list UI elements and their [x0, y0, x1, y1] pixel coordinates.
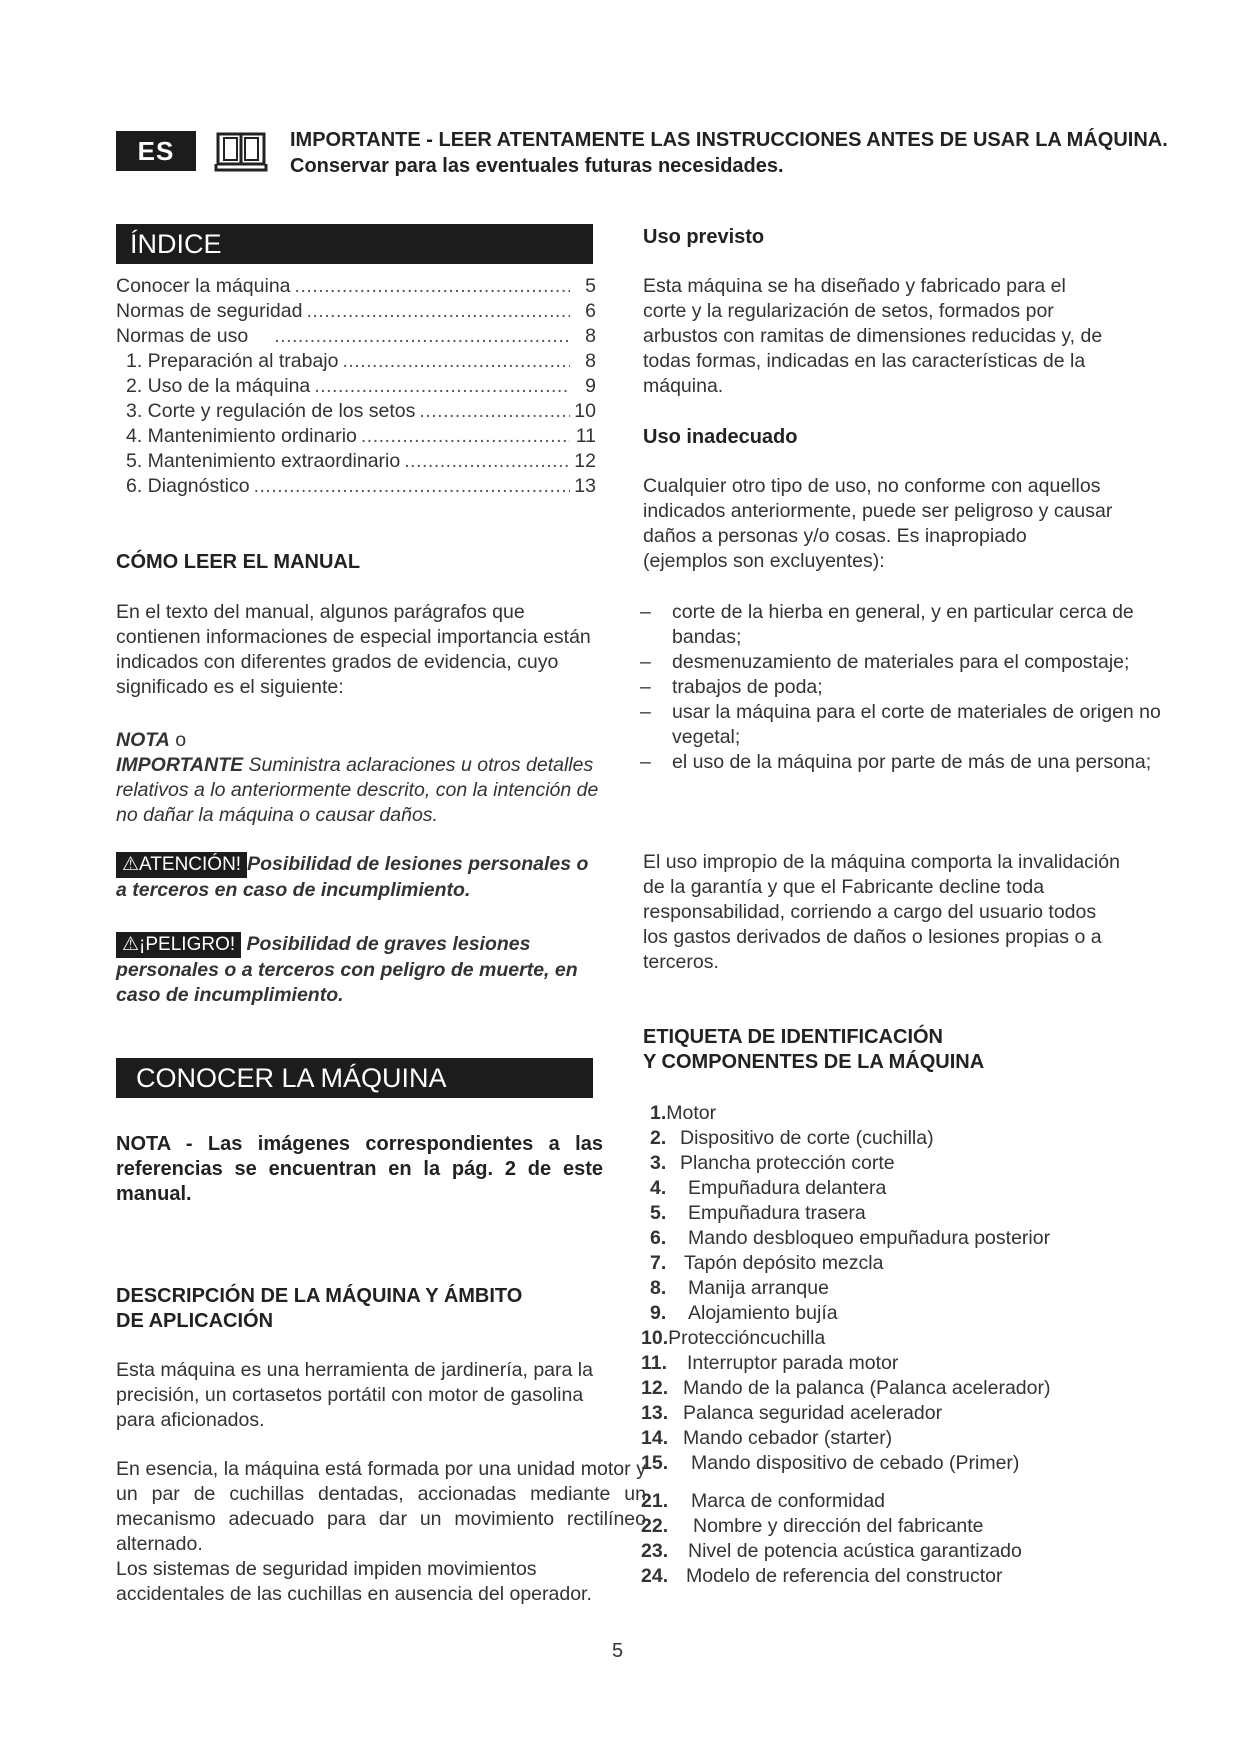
book-icon — [214, 130, 268, 172]
label-item: 22. Nombre y dirección del fabricante — [641, 1515, 984, 1537]
description-p3: Los sistemas de seguridad impiden movimientos accidentales de las cuchillas en ausencia del operador. — [116, 1558, 592, 1605]
know-machine-title: CONOCER LA MÁQUINA — [116, 1058, 593, 1098]
component-item: 7. Tapón depósito mezcla — [650, 1252, 884, 1274]
header-line-1: IMPORTANTE - LEER ATENTAMENTE LAS INSTRUCCIONES ANTES DE USAR LA MÁQUINA. — [290, 129, 1168, 151]
list-item: – corte de la hierba en general, y en particular cerca de bandas; — [640, 601, 1134, 648]
uso-inadecuado-text: Cualquier otro tipo de uso, no conforme con aquellos indicados anteriormente, puede ser peligroso y causar daños a personas y/o cosas. Es inapropiado (ejemplos son excluyentes): — [643, 475, 1113, 572]
language-badge: ES — [116, 131, 196, 171]
header-line-2: Conservar para las eventuales futuras necesidades. — [290, 155, 784, 177]
peligro-block — [116, 932, 604, 1008]
component-item: 14. Mando cebador (starter) — [641, 1427, 893, 1449]
label-item: 21. Marca de conformidad — [641, 1490, 886, 1512]
atencion-badge: ⚠ATENCIÓN! — [116, 852, 247, 878]
component-item: 8. Manija arranque — [650, 1277, 829, 1299]
component-item: 12. Mando de la palanca (Palanca acelerador) — [641, 1377, 1051, 1399]
component-item: 6. Mando desbloqueo empuñadura posterior — [650, 1227, 1051, 1249]
label-item: 24. Modelo de referencia del constructor — [641, 1565, 1003, 1587]
label-item: 23. Nivel de potencia acústica garantizado — [641, 1540, 1022, 1562]
component-item: 9. Alojamiento bujía — [650, 1302, 838, 1324]
importante-text: Suministra aclaraciones u otros detalles relativos a lo anteriormente descrito, con la intención de no dañar la máquina o causar daños. — [116, 754, 599, 826]
header-text — [290, 127, 1168, 179]
toc-entry[interactable]: 5. Mantenimiento extraordinario ..... 12 — [116, 449, 596, 474]
description-p1: Esta máquina es una herramienta de jardinería, para la precisión, un cortasetos portátil con motor de gasolina para aficionados. — [116, 1359, 593, 1431]
nota-label: NOTA — [116, 729, 170, 751]
nota-importante-block — [116, 728, 604, 828]
toc-entry[interactable]: 2. Uso de la máquina ..... 9 — [116, 374, 596, 399]
component-item: 4. Empuñadura delantera — [650, 1177, 887, 1199]
list-item: – usar la máquina para el corte de materiales de origen no vegetal; — [640, 701, 1161, 748]
atencion-block — [116, 852, 604, 903]
component-item: 2. Dispositivo de corte (cuchilla) — [650, 1127, 934, 1149]
component-item: 5. Empuñadura trasera — [650, 1202, 866, 1224]
toc-entry[interactable]: Normas de seguridad ..... 6 — [116, 299, 596, 324]
toc-entry[interactable]: 4. Mantenimiento ordinario ..... 11 — [116, 424, 596, 449]
label-items-list — [641, 1489, 1201, 1589]
component-item: 3. Plancha protección corte — [650, 1152, 895, 1174]
atencion-text: Posibilidad de lesiones personales o a terceros en caso de incumplimiento. — [116, 853, 589, 901]
how-to-read-intro: En el texto del manual, algunos parágrafos que contienen informaciones de especial importancia están indicados con diferentes grados de evidencia, cuyo significado es el siguiente: — [116, 601, 591, 698]
uso-previsto-text: Esta máquina se ha diseñado y fabricado para el corte y la regularización de setos, formados por arbustos con ramitas de dimensiones reducidas y, de todas formas, indicadas en las características de la máquina. — [643, 275, 1103, 397]
improper-use-list — [640, 600, 1180, 775]
toc-entry[interactable]: Normas de uso ..... 8 — [116, 324, 596, 349]
index-title: ÍNDICE — [116, 224, 593, 264]
component-item: 15. Mando dispositivo de cebado (Primer) — [641, 1452, 1020, 1474]
uso-inadecuado-title: Uso inadecuado — [643, 426, 798, 448]
component-item: 10.Proteccióncuchilla — [641, 1327, 826, 1349]
list-item: – trabajos de poda; — [640, 676, 823, 698]
toc-entry[interactable]: 1. Preparación al trabajo ..... 8 — [116, 349, 596, 374]
warranty-text: El uso impropio de la máquina comporta la invalidación de la garantía y que el Fabricante decline toda responsabilidad, corriendo a cargo del usuario todos los gastos derivados de daños o lesiones propias o a terceros. — [643, 851, 1120, 973]
component-item: 1.Motor — [650, 1102, 717, 1124]
toc-entry[interactable]: 6. Diagnóstico ..... 13 — [116, 474, 596, 499]
table-of-contents — [116, 274, 596, 499]
how-to-read-title: CÓMO LEER EL MANUAL — [116, 551, 361, 573]
list-item: – desmenuzamiento de materiales para el compostaje; — [640, 651, 1130, 673]
label-components-title: ETIQUETA DE IDENTIFICACIÓN Y COMPONENTES DE LA MÁQUINA — [643, 1026, 985, 1073]
component-item: 11. Interruptor parada motor — [641, 1352, 899, 1374]
know-machine-nota: NOTA - Las imágenes correspondientes a las referencias se encuentran en la pág. 2 de este manual. — [116, 1133, 603, 1205]
toc-entry[interactable]: 3. Corte y regulación de los setos ..... 10 — [116, 399, 596, 424]
description-title: DESCRIPCIÓN DE LA MÁQUINA Y ÁMBITO DE APLICACIÓN — [116, 1285, 523, 1332]
components-list — [641, 1101, 1210, 1476]
toc-entry[interactable]: Conocer la máquina ..... 5 — [116, 274, 596, 299]
uso-previsto-title: Uso previsto — [643, 226, 765, 248]
page-number: 5 — [612, 1640, 624, 1662]
peligro-text: Posibilidad de graves lesiones personales o a terceros con peligro de muerte, en caso de incumplimiento. — [116, 933, 578, 1006]
nota-or: o — [175, 729, 187, 751]
list-item: – el uso de la máquina por parte de más de una persona; — [640, 751, 1152, 773]
peligro-badge: ⚠¡PELIGRO! — [116, 932, 241, 958]
component-item: 13. Palanca seguridad acelerador — [641, 1402, 943, 1424]
importante-label: IMPORTANTE — [116, 754, 244, 776]
description-p2: En esencia, la máquina está formada por una unidad motor y un par de cuchillas dentadas, accionadas mediante un mecanismo adecuado para dar un movimiento rectilíneo alternado. — [116, 1458, 646, 1555]
